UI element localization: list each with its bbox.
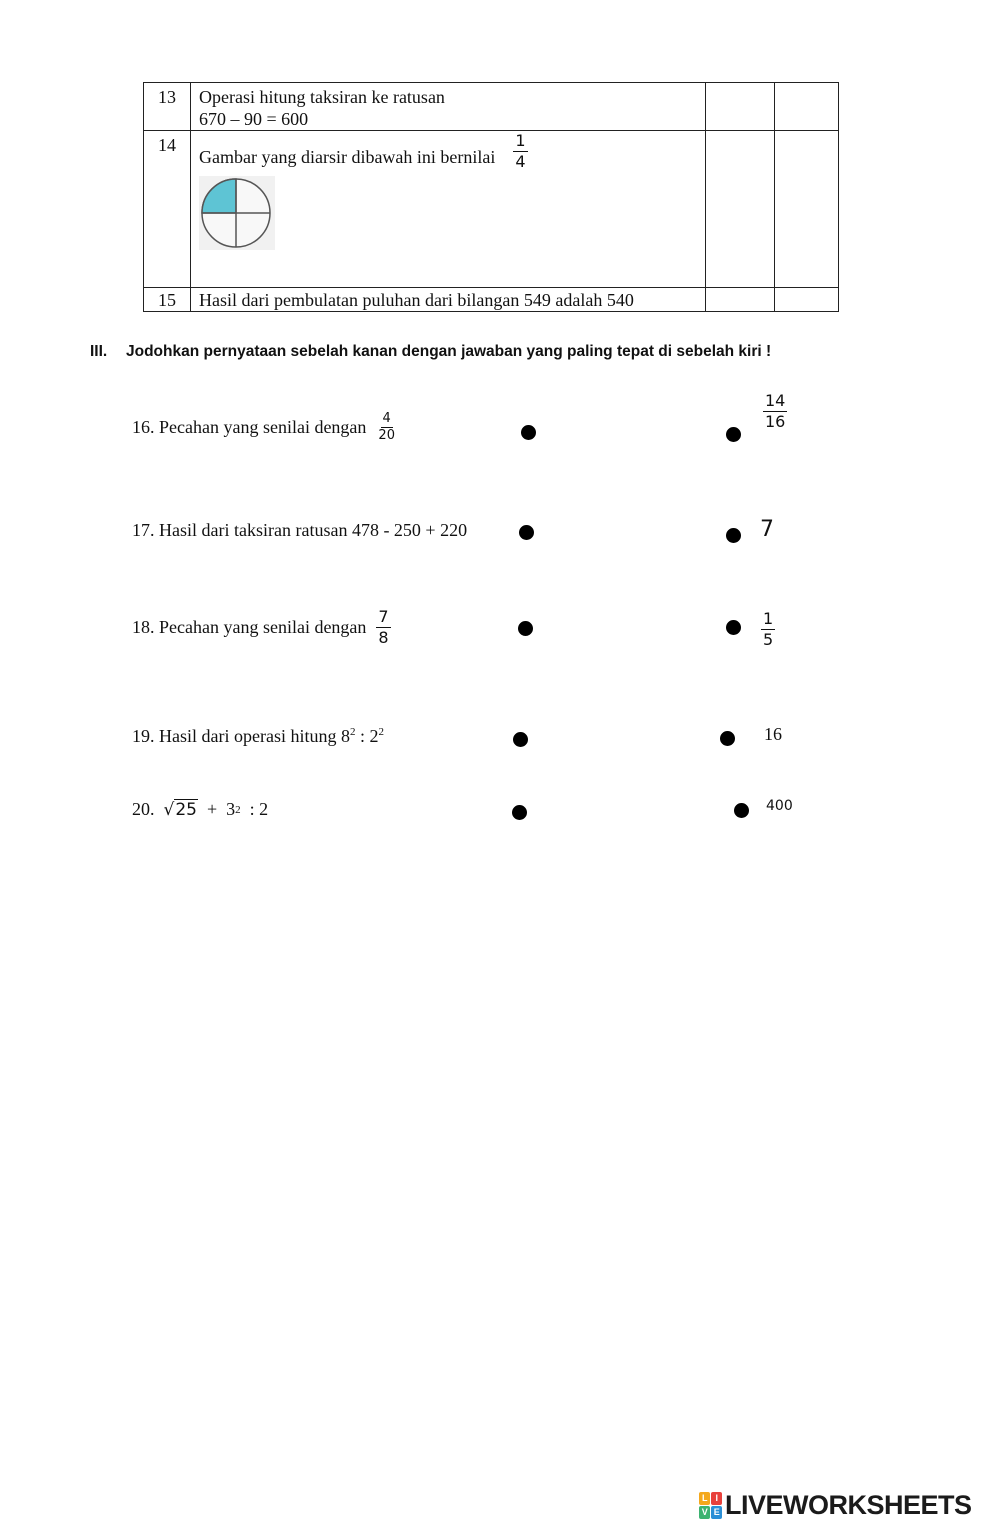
row-number: 15: [144, 288, 191, 312]
statement-cell: [191, 131, 706, 288]
section-heading: [90, 343, 771, 361]
answer-cell-true[interactable]: [706, 83, 775, 131]
question-17: [132, 520, 467, 541]
fraction-numerator: 4: [381, 412, 393, 428]
match-dot-right-3[interactable]: [726, 620, 741, 635]
fraction-denominator: 20: [378, 428, 395, 444]
match-dot-left-17[interactable]: [519, 525, 534, 540]
match-dot-left-18[interactable]: [518, 621, 533, 636]
logo-mark-letter: L: [699, 1492, 710, 1505]
match-dot-right-2[interactable]: [726, 528, 741, 543]
statement-line: 670 – 90 = 600: [199, 109, 309, 129]
match-dot-left-20[interactable]: [512, 805, 527, 820]
question-text: 16. Pecahan yang senilai dengan: [132, 417, 367, 438]
table-row: [144, 288, 839, 312]
answer-cell-false[interactable]: [775, 131, 839, 288]
fraction: [761, 610, 775, 648]
fraction: [376, 412, 397, 444]
fraction-numerator: 14: [765, 391, 786, 410]
section-number: III.: [90, 343, 108, 360]
match-dot-left-19[interactable]: [513, 732, 528, 747]
row-number: 14: [144, 131, 191, 288]
quarter-circle-image: [199, 176, 275, 250]
question-16: [132, 412, 397, 444]
fraction-denominator: 16: [765, 411, 786, 431]
table-row: [144, 83, 839, 131]
exponent: 2: [349, 726, 356, 738]
question-20: 20. √25 + 3 2 : 2: [132, 799, 269, 820]
fraction-numerator: 1: [763, 609, 774, 628]
statement-cell: Hasil dari pembulatan puluhan dari bilangan 549 adalah 540: [191, 288, 706, 312]
question-text-tail: : 2: [240, 799, 269, 819]
question-text-main: 19. Hasil dari operasi hitung 8: [132, 726, 350, 746]
radicand: 25: [175, 799, 197, 820]
fraction-numerator: 7: [378, 607, 389, 626]
answer-option-1: [763, 392, 787, 430]
logo-mark-letter: I: [711, 1492, 722, 1505]
question-19: [132, 726, 384, 747]
question-text: 17. Hasil dari taksiran ratusan 478 - 250 + 220: [132, 520, 468, 540]
question-text-mid: : 2: [355, 726, 379, 746]
answer-cell-false[interactable]: [775, 288, 839, 312]
match-dot-right-5[interactable]: [734, 803, 749, 818]
fraction: [763, 392, 787, 430]
question-text: [132, 726, 384, 747]
answer-option-3: [761, 610, 775, 648]
questions-table: [143, 82, 839, 312]
section-title: Jodohkan pernyataan sebelah kanan dengan jawaban yang paling tepat di sebelah kiri !: [126, 343, 772, 360]
match-dot-right-4[interactable]: [720, 731, 735, 746]
logo-mark-icon: [699, 1492, 722, 1519]
answer-option-5: 400: [766, 798, 793, 814]
exponent: 2: [378, 726, 384, 738]
row-number: 13: [144, 83, 191, 131]
logo-mark-letter: E: [711, 1506, 722, 1519]
logo-text: LIVEWORKSHEETS: [725, 1490, 972, 1520]
answer-cell-true[interactable]: [706, 288, 775, 312]
answer-option-4: 16: [764, 724, 782, 744]
statement-text: Gambar yang diarsir dibawah ini bernilai: [199, 147, 496, 168]
fraction: [376, 608, 390, 646]
statement-line: Operasi hitung taksiran ke ratusan: [199, 87, 445, 107]
fraction-numerator: 1: [515, 131, 526, 150]
liveworksheets-logo: [699, 1490, 972, 1521]
question-text: 18. Pecahan yang senilai dengan: [132, 616, 367, 637]
fraction-denominator: 8: [378, 627, 389, 647]
question-text-mid: + 3: [197, 799, 236, 819]
question-number: 20.: [132, 799, 164, 819]
match-dot-right-1[interactable]: [726, 427, 741, 442]
fraction-denominator: 4: [515, 151, 526, 171]
statement-cell: [191, 83, 706, 131]
answer-cell-false[interactable]: [775, 83, 839, 131]
square-root: √25: [163, 799, 197, 820]
logo-mark-letter: V: [699, 1506, 710, 1519]
match-dot-left-16[interactable]: [521, 425, 536, 440]
question-18: [132, 608, 391, 646]
fraction-denominator: 5: [763, 629, 774, 649]
fraction: [513, 132, 527, 170]
table-row: [144, 131, 839, 288]
answer-option-2: 7: [760, 517, 774, 542]
answer-cell-true[interactable]: [706, 131, 775, 288]
